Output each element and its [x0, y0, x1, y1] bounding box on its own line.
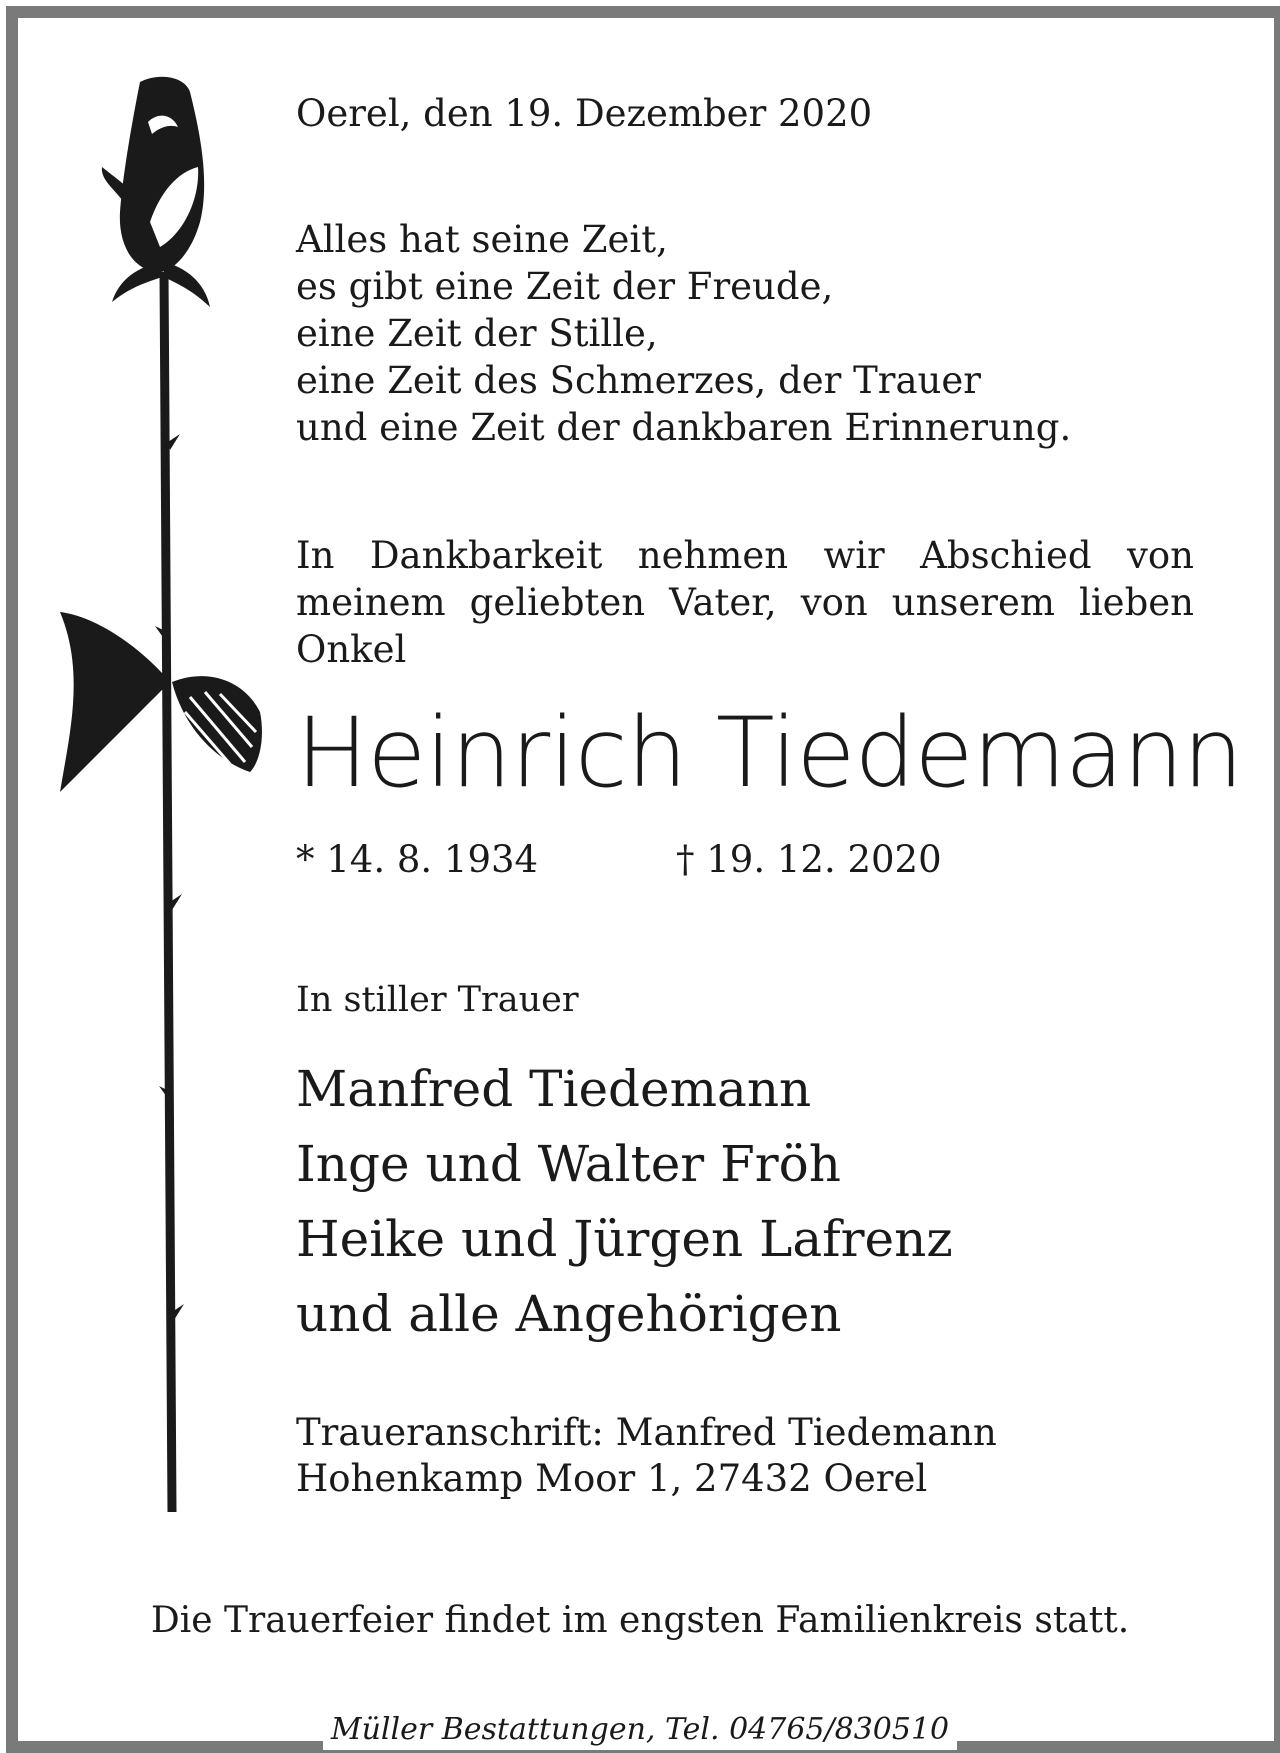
mourner: Inge und Walter Fröh — [296, 1135, 841, 1193]
funeral-home-footer — [0, 1710, 1280, 1750]
mourning-label: In stiller Trauer — [296, 980, 579, 1020]
address-line: Hohenkamp Moor 1, 27432 Oerel — [296, 1457, 928, 1500]
life-dates — [296, 838, 1196, 881]
intro-line: Onkel — [296, 628, 407, 671]
rose-icon — [60, 72, 270, 1512]
service-note: Die Trauerfeier findet im engsten Familienkreis statt. — [150, 1600, 1130, 1641]
mourner: und alle Angehörigen — [296, 1285, 842, 1343]
address-line: Traueranschrift: Manfred Tiedemann — [296, 1411, 997, 1454]
place-date: Oerel, den 19. Dezember 2020 — [296, 92, 873, 135]
verse-line: Alles hat seine Zeit, — [296, 218, 668, 261]
mourner: Heike und Jürgen Lafrenz — [296, 1210, 953, 1268]
verse-line: und eine Zeit der dankbaren Erinnerung. — [296, 406, 1072, 449]
deceased-name: Heinrich Tiedemann — [296, 697, 1243, 809]
intro-text — [296, 532, 1194, 673]
mourning-address — [296, 1410, 1196, 1502]
verse-line: eine Zeit des Schmerzes, der Trauer — [296, 359, 981, 402]
birth-date: * 14. 8. 1934 — [296, 838, 539, 881]
intro-line: meinem geliebten Vater, von unserem lieben — [296, 581, 1194, 624]
intro-line: In Dankbarkeit nehmen wir Abschied von — [296, 534, 1194, 577]
verse-line: eine Zeit der Stille, — [296, 312, 658, 355]
mourners-list — [296, 1052, 1196, 1352]
verse — [296, 216, 1196, 451]
mourner: Manfred Tiedemann — [296, 1060, 812, 1118]
funeral-home: Müller Bestattungen, Tel. 04765/830510 — [323, 1710, 957, 1750]
death-date: † 19. 12. 2020 — [676, 838, 942, 881]
verse-line: es gibt eine Zeit der Freude, — [296, 265, 834, 308]
